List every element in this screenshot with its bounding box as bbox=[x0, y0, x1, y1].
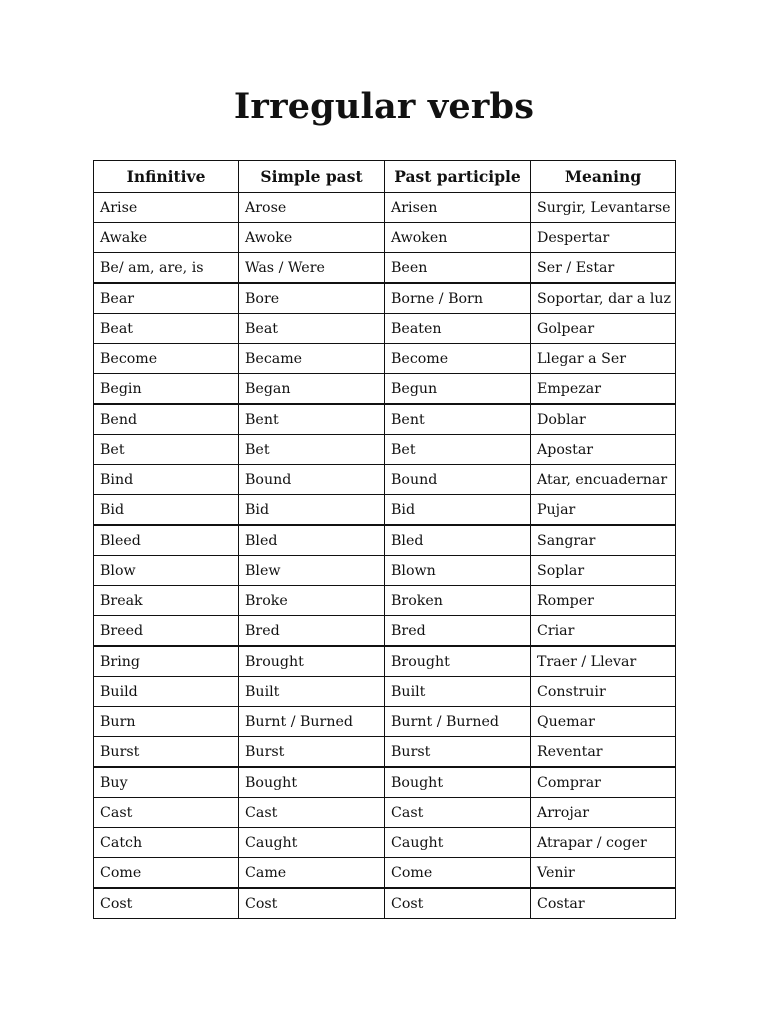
table-row bbox=[94, 253, 676, 284]
cell-past-participle: Beaten bbox=[385, 314, 531, 344]
cell-simple-past: Bought bbox=[239, 767, 385, 798]
table-row bbox=[94, 495, 676, 526]
cell-meaning: Golpear bbox=[531, 314, 676, 344]
column-header-past-participle: Past participle bbox=[385, 161, 531, 193]
cell-infinitive: Begin bbox=[94, 374, 239, 405]
column-header-meaning: Meaning bbox=[531, 161, 676, 193]
cell-simple-past: Began bbox=[239, 374, 385, 405]
cell-simple-past: Caught bbox=[239, 828, 385, 858]
table-body bbox=[94, 193, 676, 919]
cell-past-participle: Been bbox=[385, 253, 531, 284]
table-row bbox=[94, 707, 676, 737]
cell-infinitive: Cost bbox=[94, 888, 239, 919]
cell-past-participle: Become bbox=[385, 344, 531, 374]
cell-infinitive: Bear bbox=[94, 283, 239, 314]
table-row bbox=[94, 586, 676, 616]
table-row bbox=[94, 677, 676, 707]
cell-simple-past: Bore bbox=[239, 283, 385, 314]
cell-simple-past: Broke bbox=[239, 586, 385, 616]
cell-simple-past: Bled bbox=[239, 525, 385, 556]
cell-infinitive: Be/ am, are, is bbox=[94, 253, 239, 284]
cell-infinitive: Bid bbox=[94, 495, 239, 526]
table-row bbox=[94, 193, 676, 223]
cell-meaning: Atar, encuadernar bbox=[531, 465, 676, 495]
table-row bbox=[94, 798, 676, 828]
cell-infinitive: Bet bbox=[94, 435, 239, 465]
table-row bbox=[94, 223, 676, 253]
cell-simple-past: Bred bbox=[239, 616, 385, 647]
cell-simple-past: Cast bbox=[239, 798, 385, 828]
table-row bbox=[94, 404, 676, 435]
cell-infinitive: Buy bbox=[94, 767, 239, 798]
table-row bbox=[94, 858, 676, 889]
cell-simple-past: Arose bbox=[239, 193, 385, 223]
cell-past-participle: Brought bbox=[385, 646, 531, 677]
cell-simple-past: Beat bbox=[239, 314, 385, 344]
cell-past-participle: Bled bbox=[385, 525, 531, 556]
cell-simple-past: Burst bbox=[239, 737, 385, 768]
cell-simple-past: Bid bbox=[239, 495, 385, 526]
cell-past-participle: Cost bbox=[385, 888, 531, 919]
cell-infinitive: Become bbox=[94, 344, 239, 374]
table-header-row bbox=[94, 161, 676, 193]
cell-simple-past: Cost bbox=[239, 888, 385, 919]
table-row bbox=[94, 646, 676, 677]
cell-infinitive: Arise bbox=[94, 193, 239, 223]
cell-meaning: Doblar bbox=[531, 404, 676, 435]
table-row bbox=[94, 374, 676, 405]
cell-past-participle: Bet bbox=[385, 435, 531, 465]
cell-meaning: Soplar bbox=[531, 556, 676, 586]
table-row bbox=[94, 767, 676, 798]
cell-infinitive: Breed bbox=[94, 616, 239, 647]
cell-infinitive: Cast bbox=[94, 798, 239, 828]
cell-past-participle: Cast bbox=[385, 798, 531, 828]
cell-infinitive: Bring bbox=[94, 646, 239, 677]
table-row bbox=[94, 888, 676, 919]
cell-infinitive: Burn bbox=[94, 707, 239, 737]
cell-meaning: Ser / Estar bbox=[531, 253, 676, 284]
cell-meaning: Empezar bbox=[531, 374, 676, 405]
cell-simple-past: Brought bbox=[239, 646, 385, 677]
cell-past-participle: Built bbox=[385, 677, 531, 707]
cell-past-participle: Come bbox=[385, 858, 531, 889]
cell-infinitive: Break bbox=[94, 586, 239, 616]
cell-past-participle: Bred bbox=[385, 616, 531, 647]
cell-past-participle: Bent bbox=[385, 404, 531, 435]
cell-meaning: Traer / Llevar bbox=[531, 646, 676, 677]
table-row bbox=[94, 344, 676, 374]
cell-meaning: Criar bbox=[531, 616, 676, 647]
table-row bbox=[94, 616, 676, 647]
cell-meaning: Comprar bbox=[531, 767, 676, 798]
table-row bbox=[94, 556, 676, 586]
cell-past-participle: Arisen bbox=[385, 193, 531, 223]
cell-meaning: Construir bbox=[531, 677, 676, 707]
cell-simple-past: Became bbox=[239, 344, 385, 374]
cell-simple-past: Awoke bbox=[239, 223, 385, 253]
cell-infinitive: Bend bbox=[94, 404, 239, 435]
cell-infinitive: Come bbox=[94, 858, 239, 889]
cell-past-participle: Awoken bbox=[385, 223, 531, 253]
cell-meaning: Venir bbox=[531, 858, 676, 889]
cell-past-participle: Burst bbox=[385, 737, 531, 768]
cell-past-participle: Burnt / Burned bbox=[385, 707, 531, 737]
cell-meaning: Llegar a Ser bbox=[531, 344, 676, 374]
cell-past-participle: Broken bbox=[385, 586, 531, 616]
column-header-infinitive: Infinitive bbox=[94, 161, 239, 193]
cell-meaning: Costar bbox=[531, 888, 676, 919]
table-row bbox=[94, 435, 676, 465]
cell-meaning: Romper bbox=[531, 586, 676, 616]
cell-infinitive: Beat bbox=[94, 314, 239, 344]
table-row bbox=[94, 828, 676, 858]
cell-past-participle: Bid bbox=[385, 495, 531, 526]
column-header-simple-past: Simple past bbox=[239, 161, 385, 193]
cell-simple-past: Was / Were bbox=[239, 253, 385, 284]
cell-infinitive: Awake bbox=[94, 223, 239, 253]
page-title: Irregular verbs bbox=[233, 86, 535, 127]
cell-past-participle: Bought bbox=[385, 767, 531, 798]
irregular-verbs-table bbox=[93, 160, 676, 919]
cell-meaning: Sangrar bbox=[531, 525, 676, 556]
cell-past-participle: Bound bbox=[385, 465, 531, 495]
table-row bbox=[94, 314, 676, 344]
cell-simple-past: Came bbox=[239, 858, 385, 889]
cell-infinitive: Blow bbox=[94, 556, 239, 586]
cell-meaning: Pujar bbox=[531, 495, 676, 526]
cell-meaning: Quemar bbox=[531, 707, 676, 737]
cell-simple-past: Burnt / Burned bbox=[239, 707, 385, 737]
cell-infinitive: Build bbox=[94, 677, 239, 707]
cell-meaning: Atrapar / coger bbox=[531, 828, 676, 858]
cell-infinitive: Burst bbox=[94, 737, 239, 768]
cell-meaning: Apostar bbox=[531, 435, 676, 465]
cell-simple-past: Blew bbox=[239, 556, 385, 586]
cell-simple-past: Bet bbox=[239, 435, 385, 465]
cell-meaning: Surgir, Levantarse bbox=[531, 193, 676, 223]
cell-past-participle: Caught bbox=[385, 828, 531, 858]
cell-meaning: Arrojar bbox=[531, 798, 676, 828]
cell-simple-past: Bound bbox=[239, 465, 385, 495]
cell-infinitive: Catch bbox=[94, 828, 239, 858]
cell-simple-past: Built bbox=[239, 677, 385, 707]
cell-past-participle: Borne / Born bbox=[385, 283, 531, 314]
table-row bbox=[94, 737, 676, 768]
cell-meaning: Despertar bbox=[531, 223, 676, 253]
cell-infinitive: Bleed bbox=[94, 525, 239, 556]
cell-infinitive: Bind bbox=[94, 465, 239, 495]
table-row bbox=[94, 525, 676, 556]
table-row bbox=[94, 465, 676, 495]
cell-simple-past: Bent bbox=[239, 404, 385, 435]
cell-meaning: Reventar bbox=[531, 737, 676, 768]
table-row bbox=[94, 283, 676, 314]
cell-past-participle: Begun bbox=[385, 374, 531, 405]
cell-past-participle: Blown bbox=[385, 556, 531, 586]
cell-meaning: Soportar, dar a luz bbox=[531, 283, 676, 314]
